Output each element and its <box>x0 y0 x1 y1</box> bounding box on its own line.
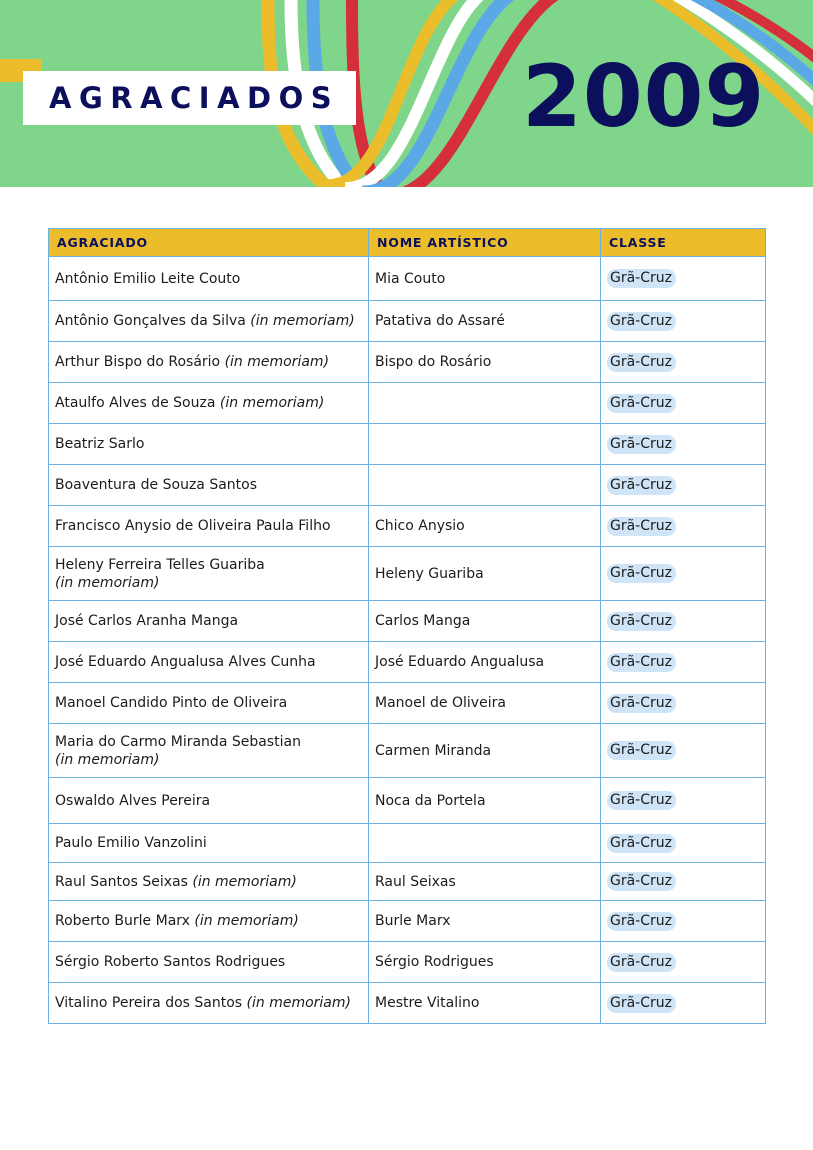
class-badge: Grã-Cruz <box>607 994 676 1013</box>
artistic-name-cell: Burle Marx <box>369 901 601 942</box>
awardee-name: Antônio Gonçalves da Silva <box>55 313 246 329</box>
awardee-name: Manoel Candido Pinto de Oliveira <box>55 695 288 711</box>
page-title: AGRACIADOS <box>49 81 340 115</box>
class-badge: Grã-Cruz <box>607 564 676 583</box>
awardee-cell <box>49 424 369 465</box>
class-cell <box>601 506 766 547</box>
class-cell <box>601 683 766 724</box>
table-row <box>49 983 766 1024</box>
awardee-name: Francisco Anysio de Oliveira Paula Filho <box>55 518 331 534</box>
class-cell <box>601 778 766 824</box>
in-memoriam-note: (in memoriam) <box>194 913 299 929</box>
table-row <box>49 942 766 983</box>
awardee-cell <box>49 257 369 301</box>
awardee-cell <box>49 547 369 601</box>
table-row <box>49 683 766 724</box>
table-row <box>49 383 766 424</box>
awardee-name: Antônio Emilio Leite Couto <box>55 270 241 287</box>
in-memoriam-note: (in memoriam) <box>250 313 355 329</box>
awardee-cell <box>49 465 369 506</box>
table-row <box>49 547 766 601</box>
in-memoriam-note: (in memoriam) <box>192 873 297 890</box>
in-memoriam-note: (in memoriam) <box>224 354 330 370</box>
table-row <box>49 506 766 547</box>
awardee-cell <box>49 301 369 342</box>
in-memoriam-note: (in memoriam) <box>246 995 351 1011</box>
awardee-name: Ataulfo Alves de Souza <box>55 395 216 411</box>
awardee-name: Arthur Bispo do Rosário <box>55 354 221 370</box>
table-row <box>49 465 766 506</box>
awardee-name: Beatriz Sarlo <box>55 436 145 452</box>
artistic-name-cell: Sérgio Rodrigues <box>369 942 601 983</box>
artistic-name-cell: Raul Seixas <box>369 863 601 901</box>
table-row <box>49 424 766 465</box>
artistic-name-cell <box>369 424 601 465</box>
awardee-cell <box>49 863 369 901</box>
class-badge: Grã-Cruz <box>607 694 676 713</box>
class-badge: Grã-Cruz <box>607 953 676 972</box>
artistic-name-cell: Chico Anysio <box>369 506 601 547</box>
artistic-name-cell: Noca da Portela <box>369 778 601 824</box>
class-cell <box>601 863 766 901</box>
awardee-name: Sérgio Roberto Santos Rodrigues <box>55 954 286 970</box>
awardee-name: Roberto Burle Marx <box>55 913 190 929</box>
artistic-name-cell: Patativa do Assaré <box>369 301 601 342</box>
table-header-row <box>49 229 766 257</box>
class-badge: Grã-Cruz <box>607 834 676 853</box>
class-badge: Grã-Cruz <box>607 435 676 454</box>
artistic-name-cell: Bispo do Rosário <box>369 342 601 383</box>
table-row <box>49 863 766 901</box>
table-row <box>49 642 766 683</box>
class-cell <box>601 383 766 424</box>
class-cell <box>601 601 766 642</box>
table-body <box>49 257 766 1024</box>
awardee-name: Heleny Ferreira Telles Guariba <box>55 556 265 573</box>
class-badge: Grã-Cruz <box>607 791 676 810</box>
in-memoriam-note: (in memoriam) <box>55 751 160 768</box>
class-cell <box>601 983 766 1024</box>
artistic-name-cell: Heleny Guariba <box>369 547 601 601</box>
class-cell <box>601 642 766 683</box>
class-badge: Grã-Cruz <box>607 912 676 931</box>
awardee-name: José Eduardo Angualusa Alves Cunha <box>55 654 316 670</box>
class-badge: Grã-Cruz <box>607 312 676 331</box>
class-badge: Grã-Cruz <box>607 269 676 288</box>
class-cell <box>601 342 766 383</box>
artistic-name-cell: Carlos Manga <box>369 601 601 642</box>
awardee-cell <box>49 383 369 424</box>
table-row <box>49 778 766 824</box>
column-header-artistic-name: NOME ARTÍSTICO <box>369 229 601 257</box>
awardee-name: Maria do Carmo Miranda Sebastian <box>55 733 301 750</box>
table-row <box>49 257 766 301</box>
table-row <box>49 824 766 863</box>
class-cell <box>601 301 766 342</box>
artistic-name-cell: José Eduardo Angualusa <box>369 642 601 683</box>
artistic-name-cell <box>369 465 601 506</box>
in-memoriam-note: (in memoriam) <box>219 395 325 411</box>
class-badge: Grã-Cruz <box>607 394 676 413</box>
awardee-name: Oswaldo Alves Pereira <box>55 792 211 809</box>
class-badge: Grã-Cruz <box>607 476 676 495</box>
awardee-cell <box>49 824 369 863</box>
header-banner <box>0 0 813 187</box>
artistic-name-cell <box>369 383 601 424</box>
artistic-name-cell: Manoel de Oliveira <box>369 683 601 724</box>
artistic-name-cell: Carmen Miranda <box>369 724 601 778</box>
table-row <box>49 601 766 642</box>
class-badge: Grã-Cruz <box>607 653 676 672</box>
class-cell <box>601 424 766 465</box>
class-cell <box>601 724 766 778</box>
awardee-cell <box>49 342 369 383</box>
awardee-cell <box>49 601 369 642</box>
class-badge: Grã-Cruz <box>607 517 676 536</box>
awardee-cell <box>49 901 369 942</box>
table-row <box>49 901 766 942</box>
column-header-awardee: AGRACIADO <box>49 229 369 257</box>
awardee-cell <box>49 942 369 983</box>
awardee-cell <box>49 983 369 1024</box>
class-cell <box>601 901 766 942</box>
class-cell <box>601 824 766 863</box>
artistic-name-cell <box>369 824 601 863</box>
class-cell <box>601 465 766 506</box>
class-cell <box>601 942 766 983</box>
artistic-name-cell: Mestre Vitalino <box>369 983 601 1024</box>
artistic-name-cell: Mia Couto <box>369 257 601 301</box>
awardee-cell <box>49 506 369 547</box>
year-heading: 2009 <box>522 47 766 147</box>
class-badge: Grã-Cruz <box>607 872 676 891</box>
awardee-cell <box>49 683 369 724</box>
awardee-name: José Carlos Aranha Manga <box>55 613 239 629</box>
awardees-table <box>48 228 766 1024</box>
class-badge: Grã-Cruz <box>607 612 676 631</box>
awardee-cell <box>49 642 369 683</box>
class-badge: Grã-Cruz <box>607 741 676 760</box>
awardee-name: Paulo Emilio Vanzolini <box>55 835 207 851</box>
table-row <box>49 301 766 342</box>
awardee-name: Boaventura de Souza Santos <box>55 477 258 493</box>
class-cell <box>601 547 766 601</box>
table-row <box>49 342 766 383</box>
table-row <box>49 724 766 778</box>
awardee-name: Vitalino Pereira dos Santos <box>55 995 243 1011</box>
class-cell <box>601 257 766 301</box>
awardee-cell <box>49 724 369 778</box>
awardee-name: Raul Santos Seixas <box>55 873 188 890</box>
in-memoriam-note: (in memoriam) <box>55 574 160 591</box>
awardee-cell <box>49 778 369 824</box>
class-badge: Grã-Cruz <box>607 353 676 372</box>
title-box <box>23 71 356 125</box>
column-header-class: CLASSE <box>601 229 766 257</box>
